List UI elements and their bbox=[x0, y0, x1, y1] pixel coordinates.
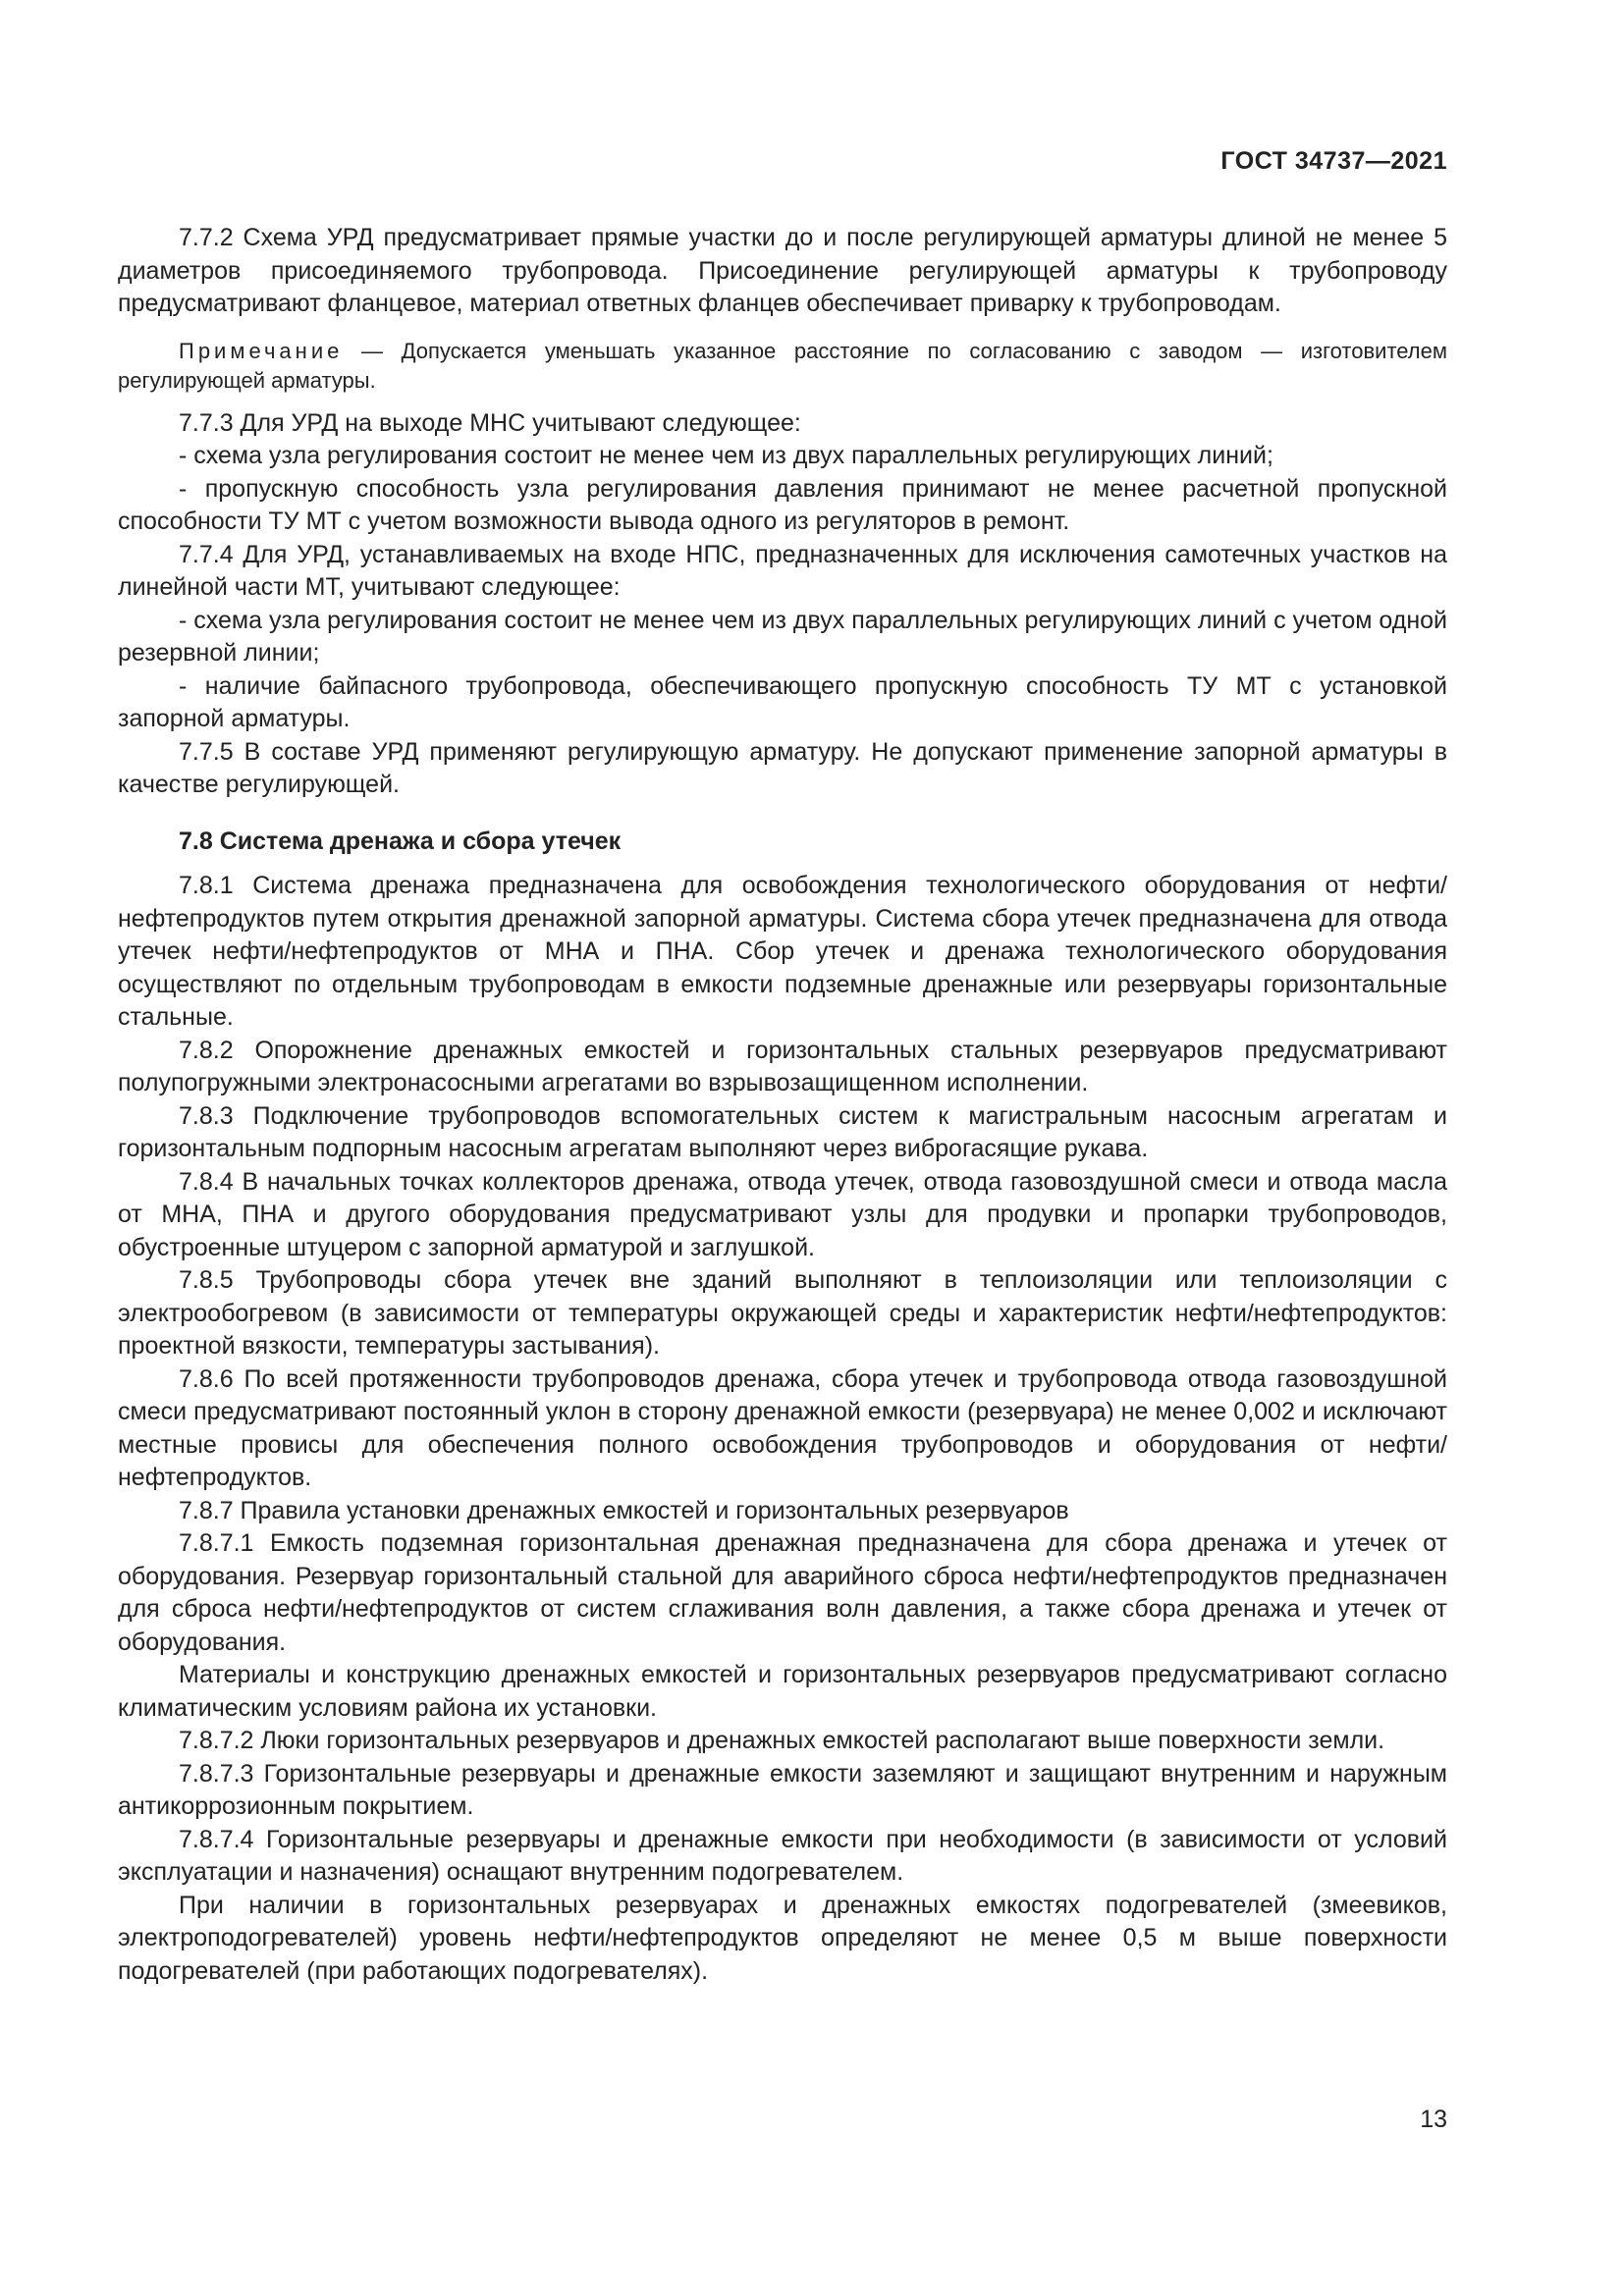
paragraph-7-7-3: 7.7.3 Для УРД на выходе МНС учитывают следующее: bbox=[179, 408, 801, 437]
page-body bbox=[118, 222, 1447, 1988]
paragraph-7-8-7-2: 7.8.7.2 Люки горизонтальных резервуаров и дренажных емкостей располагают выше поверхности земли. bbox=[179, 1727, 1385, 1754]
paragraph-7-8-3: 7.8.3 Подключение трубопроводов вспомогательных систем к магистральным насосным агрегатам и горизонтальным подпорным насосным агрегатам выполняют через виброгасящие рукава. bbox=[118, 1101, 1447, 1162]
paragraph-7-8-7: 7.8.7 Правила установки дренажных емкостей и горизонтальных резервуаров bbox=[179, 1496, 1069, 1524]
note bbox=[118, 337, 1447, 396]
list-item: - схема узла регулирования состоит не менее чем из двух параллельных регулирующих линий с учетом одной резервной линии; bbox=[118, 606, 1447, 667]
paragraph-heaters: При наличии в горизонтальных резервуарах и дренажных емкостях подогревателей (змеевиков, электроподогревателей) уровень нефти/нефтепродуктов определяют не менее 0,5 м выше поверхности подогревателей (при работающих подогревателях). bbox=[118, 1891, 1447, 1985]
paragraph-7-7-2: 7.7.2 Схема УРД предусматривает прямые участки до и после регулирующей арматуры длиной не менее 5 диаметров присоединяемого трубопровода. Присоединение регулирующей арматуры к трубопроводу предусматривают фланцевое, материал ответных фланцев обеспечивает приварку к трубопроводам. bbox=[118, 224, 1447, 317]
paragraph-7-8-4: 7.8.4 В начальных точках коллекторов дренажа, отвода утечек, отвода газовоздушной смеси и отвода масла от МНА, ПНА и другого оборудования предусматривают узлы для продувки и пропарки трубопроводов, обустроенные штуцером с запорной арматурой и заглушкой. bbox=[118, 1167, 1447, 1261]
note-text: — Допускается уменьшать указанное расстояние по согласованию с заводом — изготовителем регулирующей арматуры. bbox=[118, 338, 1447, 393]
paragraph-7-8-7-3: 7.8.7.3 Горизонтальные резервуары и дренажные емкости заземляют и защищают внутренним и наружным антикоррозионным покрытием. bbox=[118, 1759, 1447, 1820]
paragraph-7-8-6: 7.8.6 По всей протяженности трубопроводов дренажа, сбора утечек и трубопровода отвода газовоздушной смеси предусматривают постоянный уклон в сторону дренажной емкости (резервуара) не менее 0,002 и исключают местные провисы для обеспечения полного освобождения трубопроводов и оборудования от нефти/нефтепродуктов. bbox=[118, 1364, 1447, 1491]
paragraph-7-8-2: 7.8.2 Опорожнение дренажных емкостей и горизонтальных стальных резервуаров предусматривают полупогружными электронасосными агрегатами во взрывозащищенном исполнении. bbox=[118, 1036, 1447, 1096]
paragraph-7-7-5: 7.7.5 В составе УРД применяют регулирующую арматуру. Не допускают применение запорной арматуры в качестве регулирующей. bbox=[118, 737, 1447, 798]
paragraph-materials: Материалы и конструкцию дренажных емкостей и горизонтальных резервуаров предусматривают согласно климатическим условиям района их установки. bbox=[118, 1661, 1447, 1722]
list-item: - пропускную способность узла регулирования давления принимают не менее расчетной пропускной способности ТУ МТ с учетом возможности вывода одного из регуляторов в ремонт. bbox=[118, 474, 1447, 535]
page-number: 13 bbox=[1420, 2106, 1447, 2133]
list-item: - схема узла регулирования состоит не менее чем из двух параллельных регулирующих линий; bbox=[179, 442, 1273, 469]
list-item: - наличие байпасного трубопровода, обеспечивающего пропускную способность ТУ МТ с установкой запорной арматуры. bbox=[118, 671, 1447, 732]
section-heading: 7.8 Система дренажа и сбора утечек bbox=[179, 827, 622, 855]
paragraph-7-8-1: 7.8.1 Система дренажа предназначена для освобождения технологического оборудования от нефти/нефтепродуктов путем открытия дренажной запорной арматуры. Система сбора утечек предназначена для отвода утечек нефти/нефтепродуктов от МНА и ПНА. Сбор утечек и дренажа технологического оборудования осуществляют по отдельным трубопроводам в емкости подземные дренажные или резервуары горизонтальные стальные. bbox=[118, 872, 1447, 1031]
paragraph-7-8-5: 7.8.5 Трубопроводы сбора утечек вне зданий выполняют в теплоизоляции или теплоизоляции с электрообогревом (в зависимости от температуры окружающей среды и характеристик нефти/нефтепродуктов: проектной вязкости, температуры застывания). bbox=[118, 1266, 1447, 1360]
document-id: ГОСТ 34737—2021 bbox=[1220, 147, 1447, 175]
paragraph-7-8-7-4: 7.8.7.4 Горизонтальные резервуары и дренажные емкости при необходимости (в зависимости от условий эксплуатации и назначения) оснащают внутренним подогревателем. bbox=[118, 1825, 1447, 1886]
paragraph-7-7-4: 7.7.4 Для УРД, устанавливаемых на входе НПС, предназначенных для исключения самотечных участков на линейной части МТ, учитывают следующее: bbox=[118, 540, 1447, 601]
note-label: Примечание bbox=[179, 338, 344, 363]
paragraph-7-8-7-1: 7.8.7.1 Емкость подземная горизонтальная дренажная предназначена для сбора дренажа и утечек от оборудования. Резервуар горизонтальный стальной для аварийного сброса нефти/нефтепродуктов предназначен для сброса нефти/нефтепродуктов от систем сглаживания волн давления, а также сбора дренажа и утечек от оборудования. bbox=[118, 1529, 1447, 1656]
